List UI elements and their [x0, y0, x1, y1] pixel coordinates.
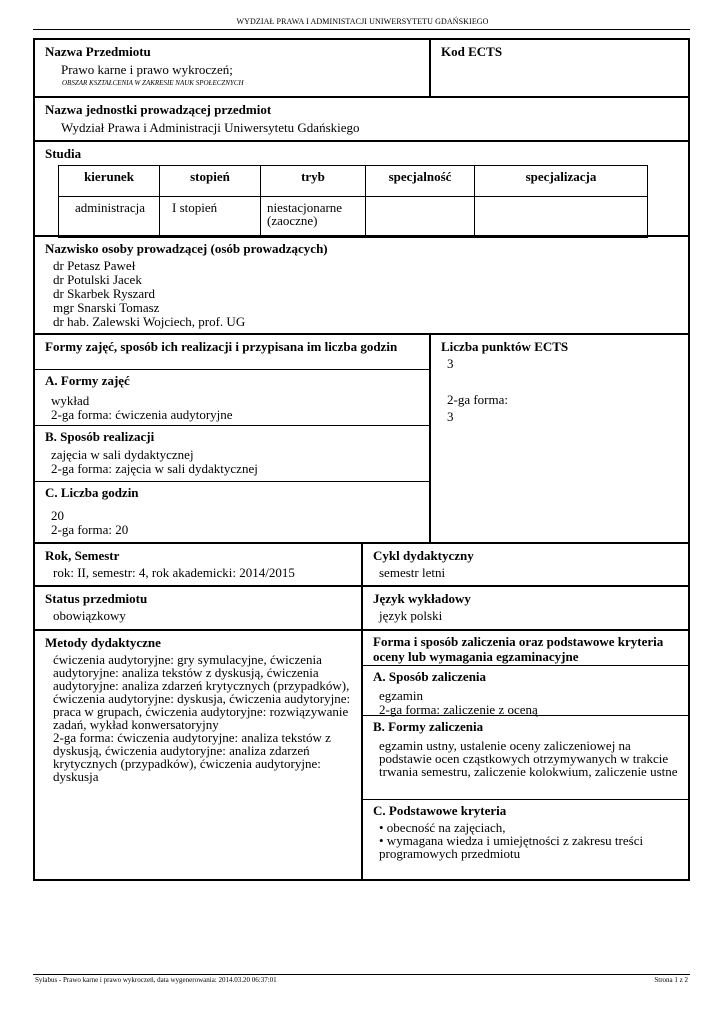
studia-row	[35, 142, 688, 237]
teachers-label: Nazwisko osoby prowadzącej (osób prowadzących)	[45, 241, 328, 256]
studia-header-cell: tryb	[261, 166, 366, 197]
forms-label: Formy zajęć, sposób ich realizacji i przypisana im liczba godzin	[45, 339, 398, 354]
studia-header-cell: stopień	[160, 166, 261, 197]
assessment-c-section	[363, 799, 688, 860]
cycle-label: Cykl dydaktyczny	[373, 548, 474, 563]
methods-cell	[35, 631, 363, 879]
cycle-value: semestr letni	[379, 565, 446, 580]
footer-generated-info: Sylabus - Prawo karne i prawo wykroczeń, data wygenerowania: 2014.03.20 06:37:01	[35, 976, 277, 984]
assessment-b-section	[363, 715, 688, 799]
subject-name: Prawo karne i prawo wykroczeń;	[61, 62, 233, 77]
subject-cell	[35, 40, 431, 96]
forms-c-line: 2-ga forma: 20	[51, 522, 129, 537]
forms-a-line: 2-ga forma: ćwiczenia audytoryjne	[51, 407, 233, 422]
forms-b-line: zajęcia w sali dydaktycznej	[51, 447, 194, 462]
studia-label: Studia	[45, 146, 82, 161]
assessment-b-label: B. Formy zaliczenia	[373, 719, 484, 734]
studia-data-row	[59, 197, 648, 238]
year-value: rok: II, semestr: 4, rok akademicki: 2014/2015	[53, 565, 295, 580]
methods-row	[35, 631, 688, 879]
subject-row	[35, 40, 688, 98]
syllabus-form	[33, 38, 690, 881]
studia-table	[58, 165, 648, 238]
footer-page-number: Strona 1 z 2	[654, 976, 688, 984]
methods-label: Metody dydaktyczne	[45, 635, 161, 650]
studia-header-cell: specjalizacja	[475, 166, 648, 197]
teachers-row	[35, 237, 688, 335]
language-label: Język wykładowy	[373, 591, 471, 606]
subject-area: OBSZAR KSZTAŁCENIA W ZAKRESIE NAUK SPOŁECZNYCH	[62, 79, 244, 87]
teacher-name: dr hab. Zalewski Wojciech, prof. UG	[53, 314, 246, 329]
assessment-a-line: 2-ga forma: zaliczenie z oceną	[379, 702, 538, 717]
ects-code-cell	[431, 40, 688, 96]
ects-code-label: Kod ECTS	[441, 44, 503, 59]
teacher-name: mgr Snarski Tomasz	[53, 300, 160, 315]
studia-cell-kierunek: administracja	[59, 197, 160, 238]
assessment-label: Forma i sposób zaliczenia oraz podstawowe kryteria oceny lub wymagania egzaminacyjne	[373, 634, 664, 664]
studia-cell-specjalizacja	[475, 197, 648, 238]
page-header: WYDZIAŁ PRAWA I ADMINISTACJI UNIWERSYTETU GDAŃSKIEGO	[236, 17, 489, 26]
assessment-a-label: A. Sposób zaliczenia	[373, 669, 487, 684]
year-label: Rok, Semestr	[45, 548, 120, 563]
language-cell	[363, 587, 688, 629]
subject-label: Nazwa Przedmiotu	[45, 44, 151, 59]
cycle-cell	[363, 544, 688, 585]
studia-cell-tryb: niestacjonarne (zaoczne)	[261, 197, 366, 238]
assessment-c-item: • obecność na zajęciach,	[379, 820, 506, 835]
footer-rule	[33, 974, 690, 975]
forms-c-label: C. Liczba godzin	[45, 485, 139, 500]
forms-b-line: 2-ga forma: zajęcia w sali dydaktycznej	[51, 461, 258, 476]
assessment-a-line: egzamin	[379, 688, 424, 703]
forms-b-label: B. Sposób realizacji	[45, 429, 155, 444]
methods-text-2: 2-ga forma: ćwiczenia audytoryjne: analiza tekstów z dyskusją, ćwiczenia audytoryjne: analiza zdarzeń krytycznych (przypadków), ćwiczenia audytoryjne: dyskusja	[53, 730, 331, 784]
assessment-b-text: egzamin ustny, ustalenie oceny zaliczeniowej na podstawie ocen cząstkowych otrzymywanych w trakcie trwania semestru, zaliczenie kolokwium, zaliczenie ustne	[379, 738, 678, 779]
assessment-c-label: C. Podstawowe kryteria	[373, 803, 507, 818]
assessment-a-section	[363, 665, 688, 715]
studia-header-row	[59, 166, 648, 197]
unit-value: Wydział Prawa i Administracji Uniwersytetu Gdańskiego	[61, 120, 360, 135]
status-value: obowiązkowy	[53, 608, 126, 623]
methods-text: ćwiczenia audytoryjne: gry symulacyjne, ćwiczenia audytoryjne: analiza tekstów z dyskusją, ćwiczenia audytoryjne: analiza zdarzeń krytycznych (przypadków), ćwiczenia audytoryjne: dyskusja, ćwiczenia audytoryjne: praca w grupach, ćwiczenia audytoryjne: rozwiązywanie zadań, wykład konwersatoryjny	[53, 652, 351, 732]
ects-points-cell	[431, 335, 688, 542]
assessment-c-item: • wymagana wiedza i umiejętności z zakresu treści programowych przedmiotu	[379, 833, 644, 861]
studia-header-cell: kierunek	[59, 166, 160, 197]
teacher-name: dr Skarbek Ryszard	[53, 286, 156, 301]
ects-points-value: 3	[447, 356, 454, 371]
teacher-name: dr Potulski Jacek	[53, 272, 142, 287]
assessment-cell	[363, 631, 688, 879]
unit-row	[35, 98, 688, 142]
status-cell	[35, 587, 363, 629]
forms-a-line: wykład	[51, 393, 90, 408]
ects-second-form-label: 2-ga forma:	[447, 392, 509, 407]
forms-row	[35, 335, 688, 544]
unit-label: Nazwa jednostki prowadzącej przedmiot	[45, 102, 272, 117]
teacher-name: dr Petasz Paweł	[53, 258, 136, 273]
forms-c-line: 20	[51, 508, 64, 523]
status-row	[35, 587, 688, 631]
forms-c-section	[35, 481, 429, 537]
year-row	[35, 544, 688, 587]
status-label: Status przedmiotu	[45, 591, 148, 606]
forms-a-label: A. Formy zajęć	[45, 373, 130, 388]
header-rule	[33, 29, 690, 30]
studia-header-cell: specjalność	[366, 166, 475, 197]
forms-cell	[35, 335, 431, 542]
ects-points-label: Liczba punktów ECTS	[441, 339, 569, 354]
teachers-list	[45, 259, 678, 329]
year-cell	[35, 544, 363, 585]
studia-cell-stopien: I stopień	[160, 197, 261, 238]
ects-points-value-2: 3	[447, 409, 454, 424]
forms-b-section	[35, 425, 429, 481]
studia-cell-specjalnosc	[366, 197, 475, 238]
forms-a-section	[35, 369, 429, 425]
language-value: język polski	[379, 608, 443, 623]
